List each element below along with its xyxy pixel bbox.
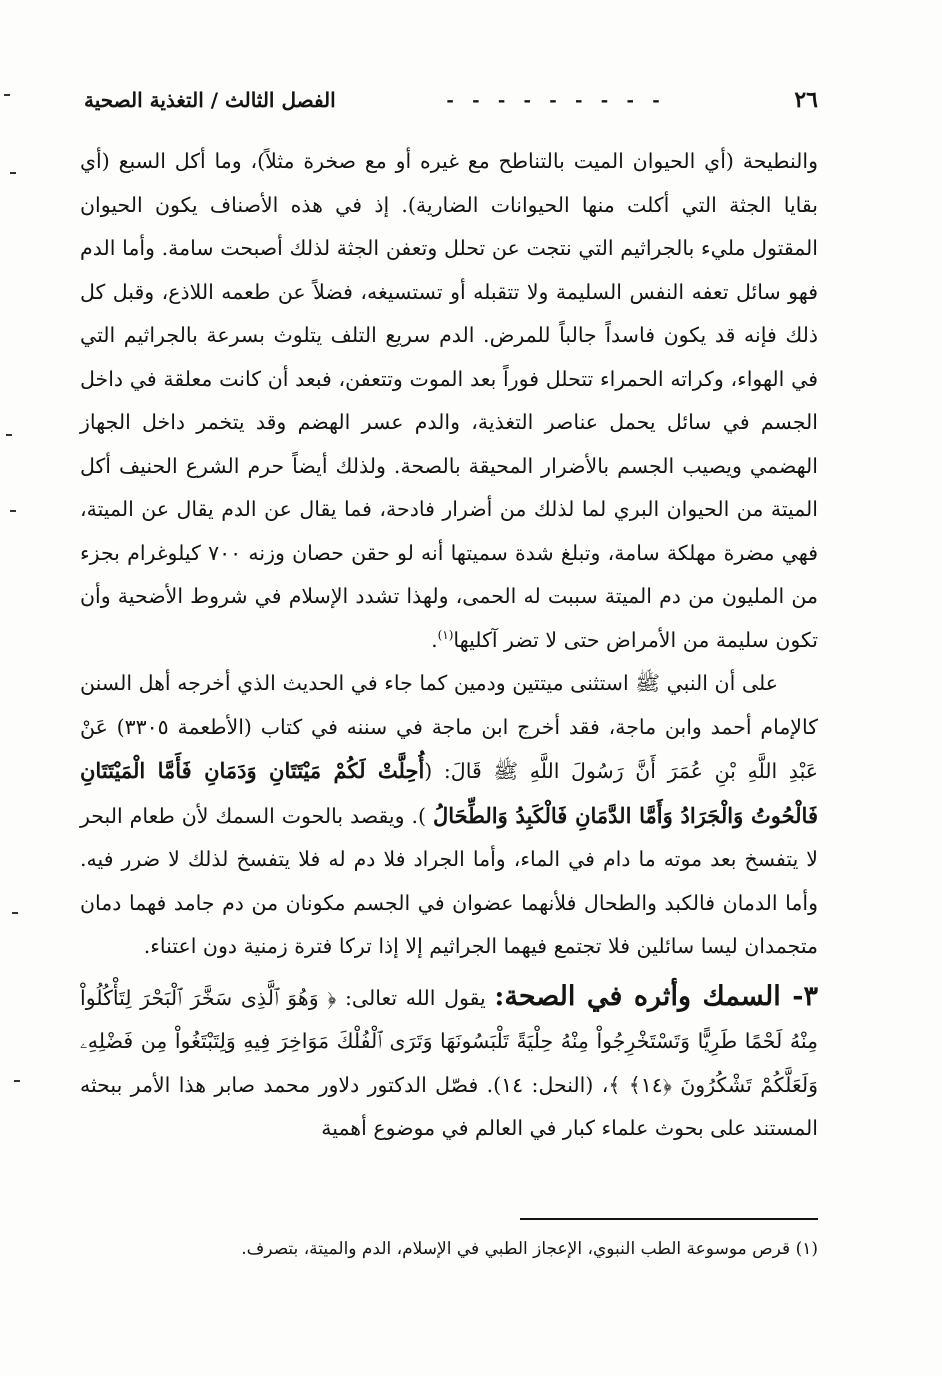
paragraph-3-rest: ، (النحل: ١٤). فصّل الدكتور دلاور محمد صابر هذا الأمر ببحثه المستند على بحوث علماء كبار في العالم في موضوع أهمية xyxy=(80,1072,818,1140)
chapter-title: الفصل الثالث / التغذية الصحية xyxy=(84,88,336,112)
footnote: (١) قرص موسوعة الطب النبوي، الإعجاز الطبي في الإسلام، الدم والميتة، بتصرف. xyxy=(241,1239,818,1259)
paragraph-2 xyxy=(80,662,818,969)
section-title-fish: ٣- السمك وأثره في الصحة: xyxy=(494,980,818,1012)
body-text xyxy=(80,140,818,1151)
margin-mark xyxy=(12,912,18,914)
page-number: ٢٦ xyxy=(794,87,818,113)
paragraph-3-intro: يقول الله تعالى: xyxy=(336,985,495,1010)
margin-mark xyxy=(14,1080,20,1082)
running-header xyxy=(84,80,818,120)
paragraph-1 xyxy=(80,140,818,662)
paragraph-3 xyxy=(80,975,818,1151)
footnote-separator xyxy=(520,1218,818,1220)
margin-mark xyxy=(4,94,10,96)
paragraph-2-intro: على أن النبي ﷺ استثنى ميتتين ودمين كما جاء في الحديث الذي أخرجه أهل السنن كالإمام أحمد وابن ماجة، فقد أخرج ابن ماجة في سننه في كتاب (الأطعمة ٣٣٠٥) عَنْ عَبْدِ اللَّهِ بْنِ عُمَرَ أَنَّ رَسُولَ اللَّهِ ﷺ قَالَ: ( xyxy=(80,671,818,783)
margin-mark xyxy=(10,510,16,512)
hadith-quote: أُحِلَّتْ لَكُمْ مَيْتَتَانِ وَدَمَانِ فَأَمَّا الْمَيْتَتَانِ فَالْحُوتُ وَالْجَرَادُ وَأَمَّا الدَّمَانِ فَالْكَبِدُ وَالطِّحَالُ xyxy=(80,758,818,828)
footnote-reference[interactable]: (١) xyxy=(437,627,454,642)
margin-mark xyxy=(10,172,16,174)
paragraph-1-text: والنطيحة (أي الحيوان الميت بالتناطح مع غيره أو مع صخرة مثلاً)، وما أكل السبع (أي بقايا الجثة التي أكلت منها الحيوانات الضارية). إذ في هذه الأصناف يكون الحيوان المقتول مليء بالجراثيم التي نتجت عن تحلل وتعفن الجثة لذلك أصبحت سامة. وأما الدم فهو سائل تعفه النفس السليمة ولا تتقبله أو تستسيغه، فضلاً عن طعمه اللاذع، وقبل كل ذلك فإنه قد يكون فاسداً جالباً للمرض. الدم سريع التلف يتلوث بسرعة بالجراثيم التي في الهواء، وكراته الحمراء تتحلل فوراً بعد الموت وتتعفن، فبعد أن كانت معلقة في داخل الجسم في سائل يحمل عناصر التغذية، والدم عسر الهضم وقد يتخمر داخل الجهاز الهضمي ويصيب الجسم بالأضرار المحيقة بالصحة. ولذلك أيضاً حرم الشرع الحنيف أكل الميتة من الحيوان البري لما لذلك من أضرار فادحة، فما يقال عن الدم يقال عن الميتة، فهي مضرة مهلكة سامة، وتبلغ شدة سميتها أنه لو حقن حصان وزنه ٧٠٠ كيلوغرام بجزء من المليون من دم الميتة سببت له الحمى، ولهذا تشدد الإسلام في شروط الأضحية وأن تكون سليمة من الأمراض حتى لا تضر آكليها xyxy=(80,149,819,652)
quran-verse: ﴿ وَهُوَ ٱلَّذِى سَخَّرَ ٱلْبَحْرَ لِتَأْكُلُواْ مِنْهُ لَحْمًا طَرِيًّا وَتَسْتَخْرِجُواْ مِنْهُ حِلْيَةً تَلْبَسُونَهَا وَتَرَى ٱلْفُلْكَ مَوَاخِرَ فِيهِ وَلِتَبْتَغُواْ مِن فَضْلِهِۦ وَلَعَلَّكُمْ تَشْكُرُونَ ﴿١٤﴾ ﴾ xyxy=(80,985,818,1097)
margin-mark xyxy=(6,434,12,436)
header-leader-dots: - - - - - - - - - xyxy=(446,89,666,111)
paragraph-2-rest: ). ويقصد بالحوت السمك لأن طعام البحر لا يتفسخ بعد موته ما دام في الماء، وأما الجراد فلا دم له فلا يتفسخ لذلك لا ضرر فيه. وأما الدمان فالكبد والطحال فلأنهما عضوان في الجسم مكونان من دم جامد فهما دمان متجمدان ليسا سائلين فلا تجتمع فيهما الجراثيم إلا إذا تركا فترة زمنية دون اعتناء. xyxy=(80,803,818,958)
paragraph-1-end: . xyxy=(431,627,438,652)
